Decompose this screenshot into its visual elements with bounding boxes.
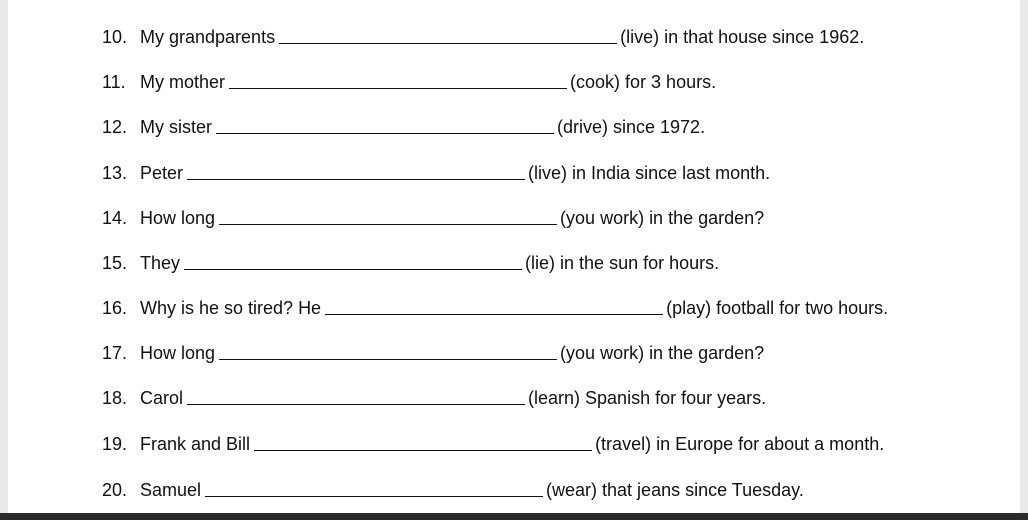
exercise-item <box>102 246 719 274</box>
bottom-bar <box>0 513 1028 520</box>
exercise-number: 18. <box>102 388 128 408</box>
exercise-item <box>102 427 884 455</box>
sentence-end: (live) in that house since 1962. <box>620 27 865 47</box>
answer-blank[interactable] <box>184 269 522 270</box>
exercise-number: 14. <box>102 208 128 228</box>
sentence-start: How long <box>140 343 216 363</box>
sentence-start: Carol <box>140 388 184 408</box>
sentence-start: Why is he so tired? He <box>140 298 322 318</box>
sentence-end: (you work) in the garden? <box>560 343 765 363</box>
exercise-number: 15. <box>102 253 128 273</box>
answer-blank[interactable] <box>219 359 557 360</box>
exercise-item <box>102 473 804 501</box>
worksheet-page <box>8 0 1020 513</box>
exercise-number: 20. <box>102 480 128 500</box>
sentence-end: (wear) that jeans since Tuesday. <box>546 480 804 500</box>
sentence-start: Samuel <box>140 480 202 500</box>
exercise-item <box>102 381 766 409</box>
exercise-number: 12. <box>102 117 128 137</box>
exercise-item <box>102 110 705 138</box>
sentence-start: Peter <box>140 163 184 183</box>
answer-blank[interactable] <box>219 224 557 225</box>
sentence-start: My grandparents <box>140 27 276 47</box>
answer-blank[interactable] <box>205 496 543 497</box>
exercise-item <box>102 336 764 364</box>
sentence-start: How long <box>140 208 216 228</box>
answer-blank[interactable] <box>229 88 567 89</box>
exercise-number: 19. <box>102 434 128 454</box>
sentence-end: (drive) since 1972. <box>557 117 706 137</box>
sentence-end: (lie) in the sun for hours. <box>525 253 720 273</box>
sentence-end: (learn) Spanish for four years. <box>528 388 767 408</box>
exercise-item <box>102 291 888 319</box>
exercise-number: 11. <box>102 72 126 92</box>
sentence-end: (live) in India since last month. <box>528 163 771 183</box>
answer-blank[interactable] <box>216 133 554 134</box>
sentence-start: Frank and Bill <box>140 434 251 454</box>
sentence-start: My mother <box>140 72 226 92</box>
sentence-start: They <box>140 253 181 273</box>
sentence-start: My sister <box>140 117 212 137</box>
sentence-end: (cook) for 3 hours. <box>570 72 717 92</box>
exercise-number: 13. <box>102 163 128 183</box>
sentence-end: (travel) in Europe for about a month. <box>595 434 885 454</box>
answer-blank[interactable] <box>325 314 663 315</box>
exercise-number: 10. <box>102 27 128 47</box>
answer-blank[interactable] <box>187 404 525 405</box>
sentence-end: (you work) in the garden? <box>560 208 765 228</box>
sentence-end: (play) football for two hours. <box>666 298 889 318</box>
exercise-item <box>102 65 716 93</box>
exercise-item <box>102 201 764 229</box>
exercise-number: 16. <box>102 298 128 318</box>
exercise-number: 17. <box>102 343 128 363</box>
answer-blank[interactable] <box>187 179 525 180</box>
answer-blank[interactable] <box>254 450 592 451</box>
exercise-item <box>102 156 770 184</box>
answer-blank[interactable] <box>279 43 617 44</box>
exercise-item <box>102 20 864 48</box>
